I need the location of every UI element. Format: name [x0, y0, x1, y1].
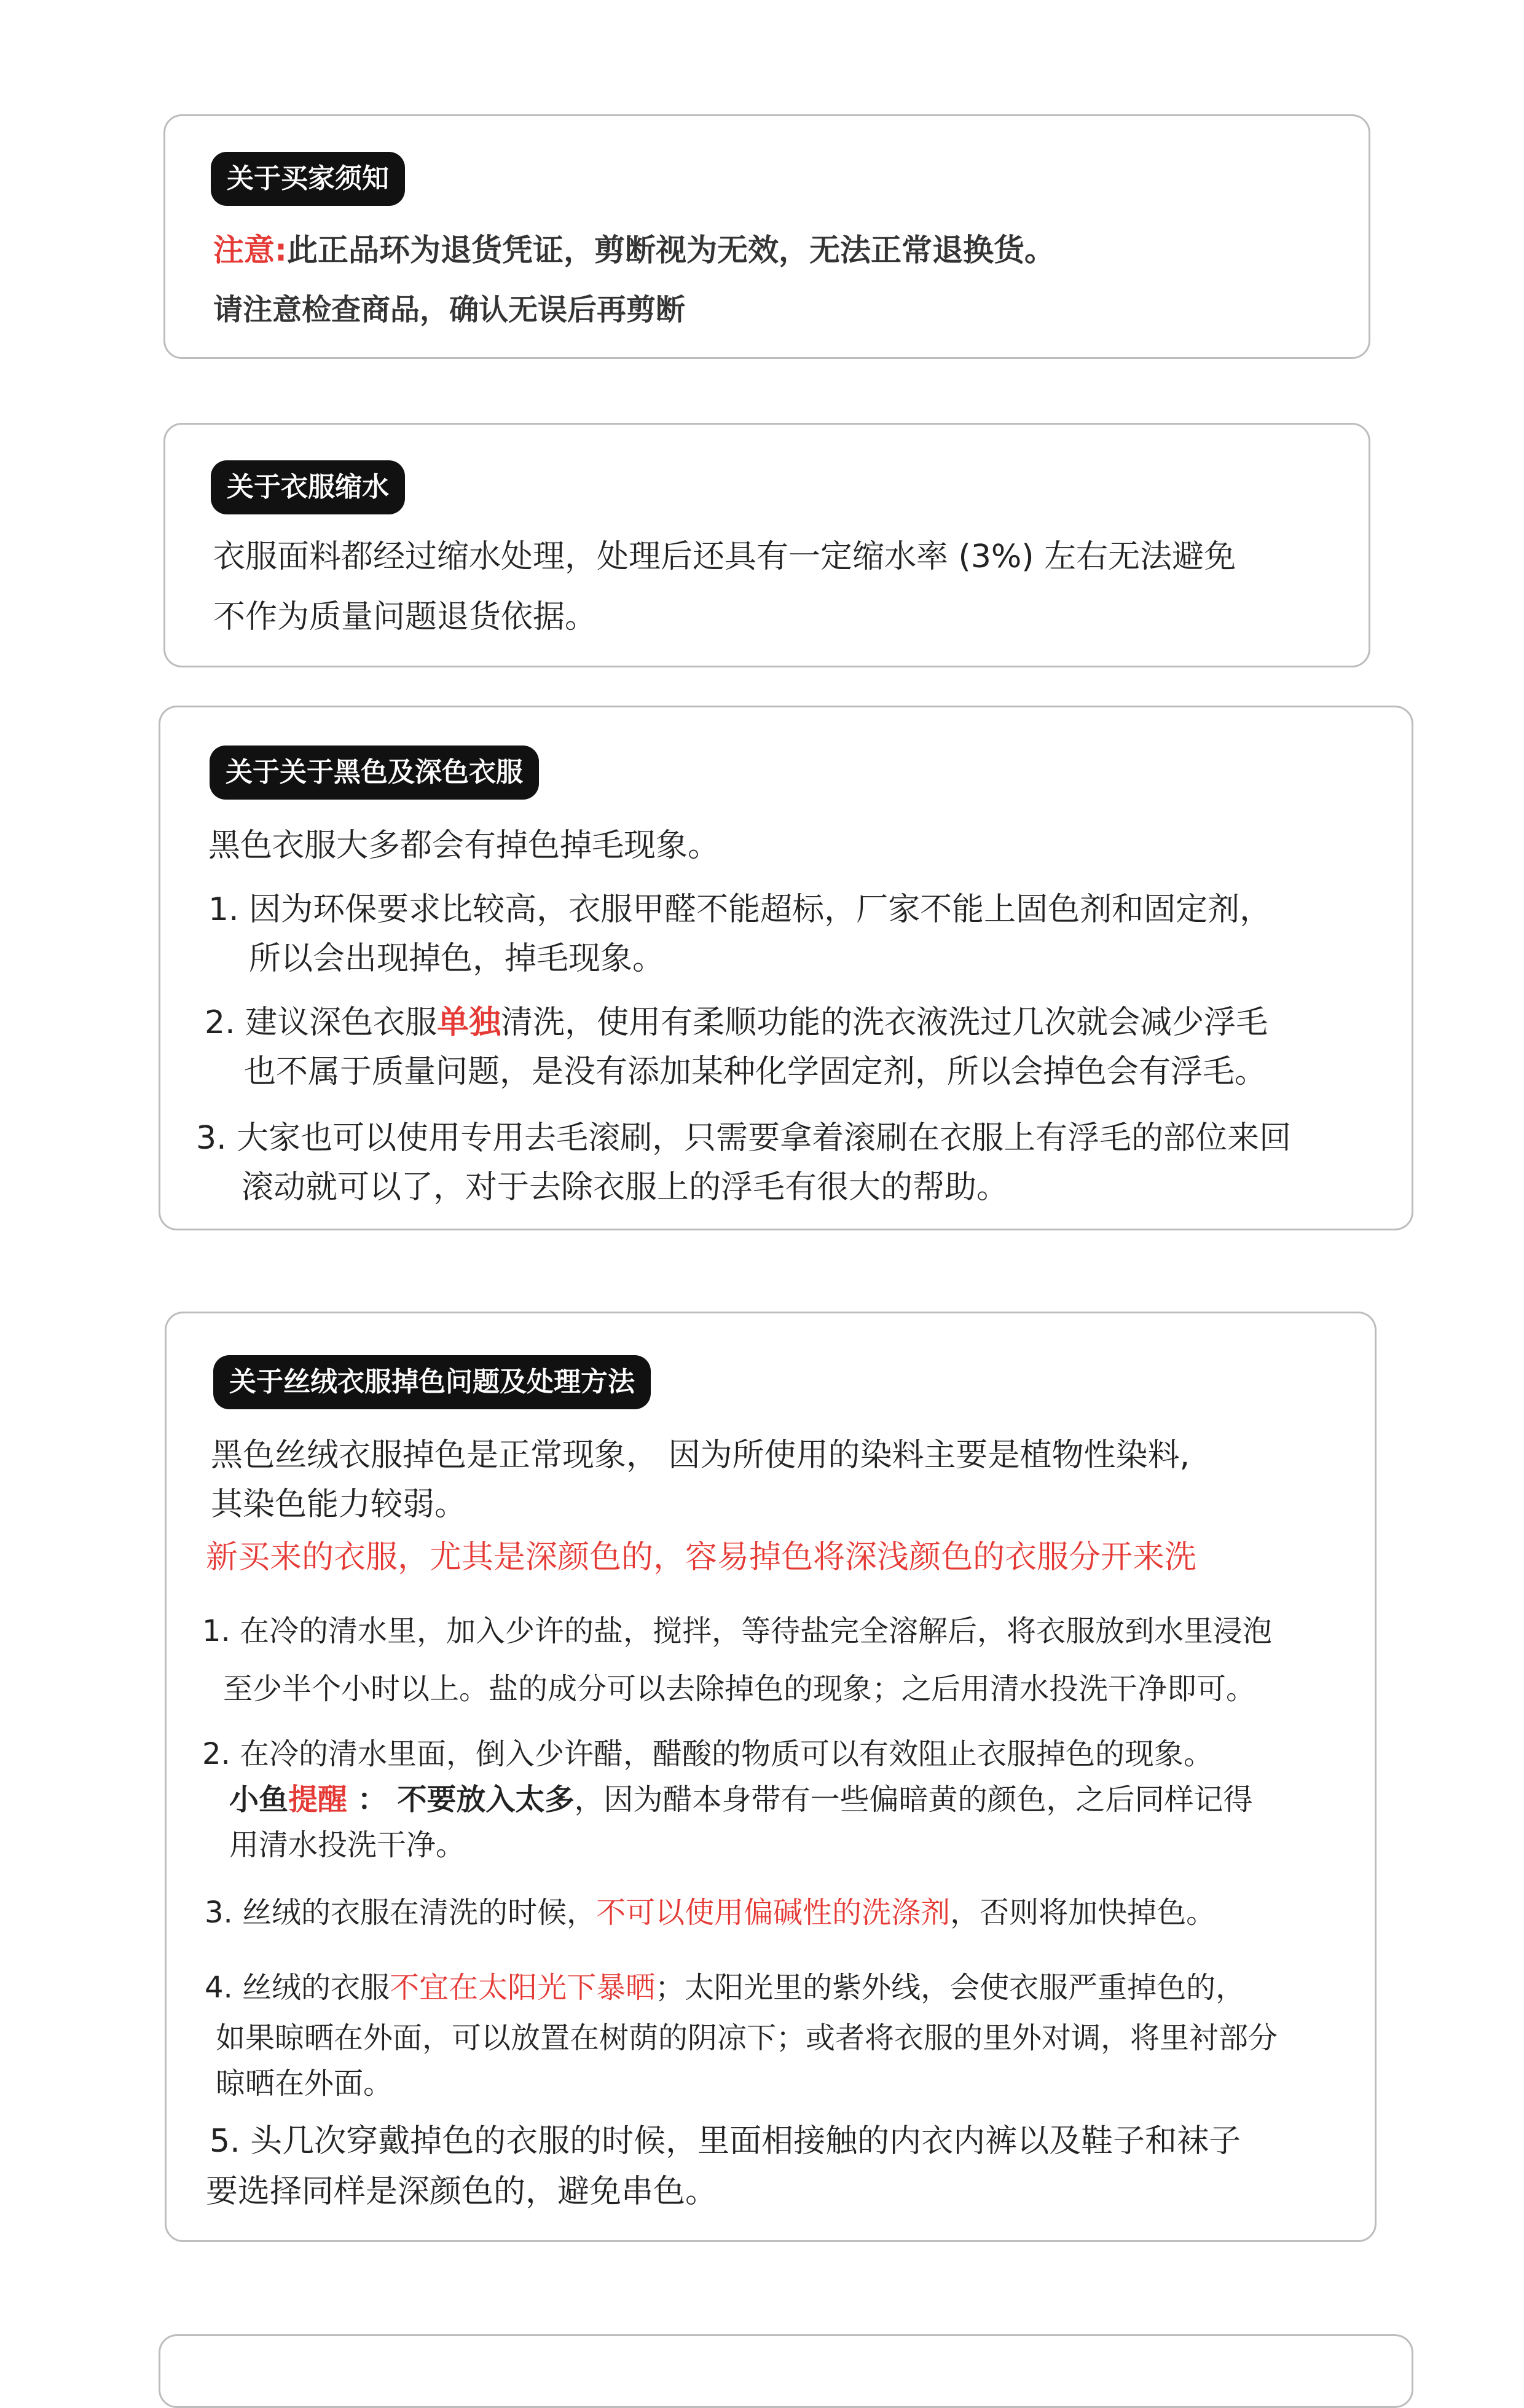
notice-line: 不作为质量问题退货依据。 [213, 599, 597, 635]
list-item: 2. 在冷的清水里面，倒入少许醋，醋酸的物质可以有效阻止衣服掉色的现象。 [202, 1737, 1214, 1771]
list-item: 3. 大家也可以使用专用去毛滚刷，只需要拿着滚刷在衣服上有浮毛的部位来回 [196, 1120, 1292, 1157]
card-title-badge: 关于衣服缩水 [211, 460, 405, 514]
item-text: 4. 丝绒的衣服 [205, 1970, 390, 2005]
item-text: ，否则将加快掉色。 [950, 1895, 1216, 1930]
tip-line [229, 1776, 1252, 1818]
tip-bold: ： 不要放入太多 [347, 1782, 575, 1817]
list-item-cont: 如果晾晒在外面，可以放置在树荫的阴凉下；或者将衣服的里外对调，将里衬部分 [216, 2021, 1278, 2055]
card-title-badge: 关于买家须知 [211, 152, 405, 206]
tip-highlight: 提醒 [288, 1782, 348, 1817]
notice-line: 请注意检查商品，确认无误后再剪断 [213, 293, 686, 327]
list-item [205, 1964, 1245, 2006]
notice-line: 衣服面料都经过缩水处理，处理后还具有一定缩水率 (3%) 左右无法避免 [213, 538, 1236, 575]
highlight-line: 新买来的衣服，尤其是深颜色的，容易掉色将深浅颜色的衣服分开来洗 [206, 1539, 1197, 1576]
list-item: 1. 因为环保要求比较高，衣服甲醛不能超标，厂家不能上固色剂和固定剂， [208, 891, 1272, 928]
card-title-badge: 关于关于黑色及深色衣服 [210, 746, 539, 800]
list-item-cont: 滚动就可以了，对于去除衣服上的浮毛有很大的帮助。 [242, 1169, 1009, 1206]
item-text: 2. 建议深色衣服 [205, 1004, 438, 1041]
notice-card-dark-clothes [159, 706, 1413, 1230]
list-item-cont: 晾晒在外面。 [216, 2066, 393, 2101]
notice-line [213, 226, 1055, 270]
item-highlight: 不宜在太阳光下暴晒 [390, 1970, 656, 2005]
list-item-cont: 所以会出现掉色，掉毛现象。 [249, 940, 665, 977]
notice-card-shrinkage [163, 423, 1370, 667]
tip-prefix: 小鱼 [229, 1782, 289, 1817]
list-item-cont: 要选择同样是深颜色的，避免串色。 [206, 2173, 718, 2210]
notice-line: 黑色丝绒衣服掉色是正常现象， 因为所使用的染料主要是植物性染料, [211, 1437, 1190, 1474]
notice-line: 其染色能力较弱。 [211, 1486, 467, 1523]
list-item-cont: 也不属于质量问题，是没有添加某种化学固定剂，所以会掉色会有浮毛。 [244, 1053, 1267, 1090]
item-text: 清洗，使用有柔顺功能的洗衣液洗过几次就会减少浮毛 [501, 1004, 1268, 1041]
list-item: 5. 头几次穿戴掉色的衣服的时候，里面相接触的内衣内裤以及鞋子和袜子 [210, 2123, 1241, 2160]
tip-text: ，因为醋本身带有一些偏暗黄的颜色，之后同样记得 [574, 1782, 1253, 1817]
item-highlight: 单独 [437, 1004, 501, 1041]
notice-card-velvet [165, 1312, 1377, 2242]
card-title-badge: 关于丝绒衣服掉色问题及处理方法 [213, 1355, 651, 1409]
item-text: ；太阳光里的紫外线，会使衣服严重掉色的， [655, 1970, 1246, 2005]
list-item [205, 1889, 1216, 1931]
note-label: 注意: [213, 232, 287, 268]
list-item-cont: 至少半个小时以上。盐的成分可以去除掉色的现象；之后用清水投洗干净即可。 [223, 1672, 1256, 1706]
item-highlight: 不可以使用偏碱性的洗涤剂 [596, 1895, 951, 1930]
notice-card-partial [159, 2334, 1413, 2408]
list-item [205, 996, 1268, 1042]
list-item: 1. 在冷的清水里，加入少许的盐，搅拌，等待盐完全溶解后，将衣服放到水里浸泡 [202, 1614, 1273, 1648]
item-text: 3. 丝绒的衣服在清洗的时候， [205, 1895, 597, 1930]
list-item-cont: 用清水投洗干净。 [229, 1828, 466, 1862]
notice-card-buyer [163, 114, 1370, 359]
notice-line: 黑色衣服大多都会有掉色掉毛现象。 [208, 827, 720, 864]
note-text: 此正品环为退货凭证，剪断视为无效，无法正常退换货。 [287, 232, 1055, 268]
